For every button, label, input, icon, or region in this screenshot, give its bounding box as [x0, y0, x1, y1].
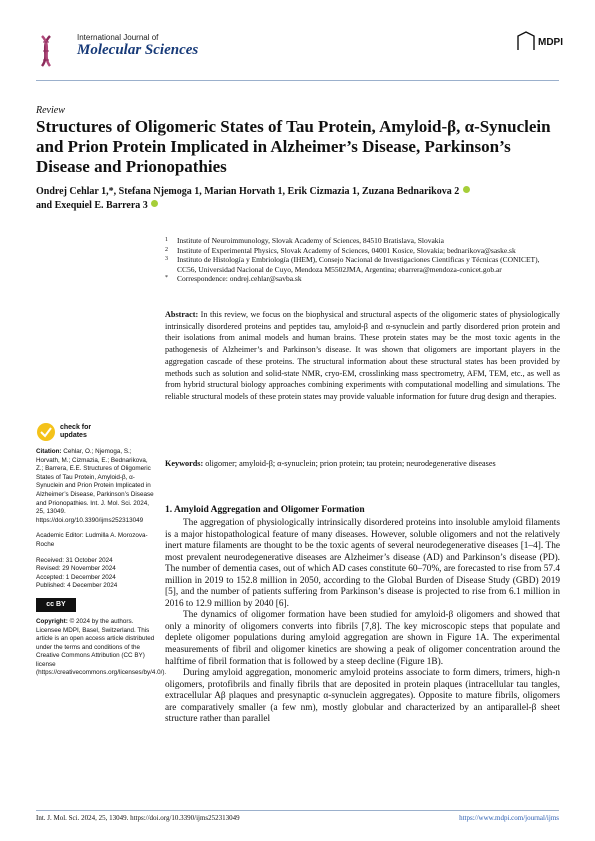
affiliation-text: Institute of Neuroimmunology, Slovak Academy of Sciences, 84510 Bratislava, Slovakia [177, 236, 444, 245]
affiliation-number: 2 [165, 246, 168, 253]
orcid-icon[interactable] [463, 186, 470, 193]
citation-block [36, 448, 156, 525]
footer-journal-link[interactable]: https://www.mdpi.com/journal/ijms [459, 814, 559, 822]
article-title: Structures of Oligomeric States of Tau Protein, Amyloid-β, α-Synuclein and Prion Protein Implicated in Alzheimer’s Disease, Parkinson’s Disease and Prionopathies [36, 117, 551, 176]
accepted-date: Accepted: 1 December 2024 [36, 573, 116, 581]
affiliation-number: 3 [165, 256, 168, 263]
affiliations [165, 236, 560, 284]
affiliation-item [165, 236, 560, 246]
article-type: Review [36, 105, 65, 116]
keywords-label: Keywords: [165, 459, 204, 468]
check-updates-icon [36, 422, 56, 442]
authors-line-1 [36, 185, 556, 199]
paragraph: The dynamics of oligomer formation have been studied for amyloid-β oligomers and showed that only a minority of oligomers converts into fibrils [7,8]. The key microscopic steps that populate and deplete oligomer populations during amyloid aggregation are shown in Figure 1A. The experimental measurements of fibril and oligomer kinetics are showing a peak of oligomer concentration around the halftime of fibril formation that is followed by a steep decline (Figure 1B). [165, 610, 560, 667]
abstract-label: Abstract: [165, 310, 199, 319]
keywords [165, 458, 560, 469]
copyright-text: © 2024 by the authors. Licensee MDPI, Basel, Switzerland. This article is an open access article distributed under the terms and conditions of the Creative Commons Attribution (CC BY) license (https://creativecommons.org/licenses/by/4.0/). [36, 617, 167, 677]
citation-text: Cehlar, O.; Njemoga, S.; Horvath, M.; Cizmazia, E.; Bednarikova, Z.; Barrera, E.E. Structures of Oligomeric States of Tau Protein, Amyloid-β, α-Synuclein and Prion Protein Implicated in Alzheimer’s Disease, Parkinson’s Disease and Prionopathies. Int. J. Mol. Sci. 2024, 25, 13049. https://doi.org/10.3390/ijms252313049 [36, 448, 154, 524]
abstract [165, 309, 560, 403]
citation-label: Citation: [36, 448, 62, 455]
correspondence [165, 274, 560, 284]
keywords-text: oligomer; amyloid-β; α-synuclein; prion protein; tau protein; neurodegenerative diseases [205, 459, 496, 468]
published-date: Published: 4 December 2024 [36, 582, 118, 590]
journal-name-prefix: International Journal of [77, 33, 159, 42]
header-divider [36, 80, 559, 81]
body-text [165, 518, 560, 726]
editor-label: Academic Editor: [36, 532, 84, 540]
copyright-block [36, 617, 167, 678]
abstract-text: In this review, we focus on the biophysical and structural aspects of the oligomeric states of physiologically intrinsically disordered proteins and peptides tau, amyloid-β and α-synuclein and partly disordered prion protein and their isolations from animal models and human brains. These protein states may be the most toxic agents in the pathogenesis of Alzheimer’s and Parkinson’s disease. It was shown that oligomers are important players in the aggregation cascade of these proteins. The structural information about these structural states has been provided by methods such as solution and solid-state NMR, cryo-EM, crosslinking mass spectrometry, AFM, TEM, etc., as well as from hybrid structural biology approaches combining experiments with computational modelling and simulations. The reliable structural models of these protein states may provide valuable information for future drug design and therapies. [165, 310, 560, 401]
affiliation-text: Instituto de Histología y Embriología (IHEM), Consejo Nacional de Investigaciones Científicas y Técnicas (CONICET), CC56, Universidad Nacional de Cuyo, Mendoza M5502JMA, Argentina; ebarrera@mendoza-conicet.gob.ar [177, 255, 540, 274]
check-for-updates-button[interactable] [36, 420, 116, 444]
affiliation-text: Institute of Experimental Physics, Slovak Academy of Sciences, 04001 Kosice, Slovakia; bednarikova@saske.sk [177, 245, 516, 255]
copyright-label: Copyright: [36, 617, 68, 625]
footer-divider [36, 810, 559, 811]
authors-text: and Exequiel E. Barrera 3 [36, 200, 148, 211]
publisher-name: MDPI [538, 37, 563, 48]
check-updates-label: check for updates [60, 424, 92, 439]
authors-text: Ondrej Cehlar 1,*, Stefana Njemoga 1, Marian Horvath 1, Erik Cizmazia 1, Zuzana Bednarikova 2 [36, 186, 460, 197]
revised-date: Revised: 29 November 2024 [36, 565, 116, 573]
editor-name: Ludmilla A. Morozova-Roche [36, 532, 148, 548]
affiliation-item [165, 246, 560, 256]
journal-logo-icon [36, 32, 76, 68]
affiliation-item [165, 255, 560, 274]
affiliation-text: Correspondence: ondrej.cehlar@savba.sk [177, 274, 302, 284]
orcid-icon[interactable] [151, 200, 158, 207]
journal-name: Molecular Sciences [77, 42, 199, 58]
section-heading: 1. Amyloid Aggregation and Oligomer Formation [165, 505, 365, 515]
academic-editor [36, 532, 156, 549]
article-info-sidebar [36, 448, 167, 685]
author-list [36, 185, 556, 213]
received-date: Received: 31 October 2024 [36, 556, 113, 564]
paragraph: During amyloid aggregation, monomeric amyloid proteins associate to form dimers, trimers, high-n oligomers, protofibrils and finally fibrils that are deposited in protein plaques (intracellular tau tangles, extracellular Aβ plaques and presynaptic α-synuclein aggregates). Opposite to mature fibrils, oligomers are comparatively smaller (a few nm), mostly globular and characterized by an antiparallel-β sheet structure rather than parallel [165, 668, 560, 725]
cc-by-license-icon[interactable]: cc BY [36, 598, 76, 612]
dates-block [36, 557, 156, 591]
footer-citation: Int. J. Mol. Sci. 2024, 25, 13049. https://doi.org/10.3390/ijms252313049 [36, 814, 240, 822]
affiliation-number: * [165, 275, 168, 282]
affiliation-number: 1 [165, 237, 168, 243]
mdpi-logo-icon [512, 30, 563, 52]
paragraph: The aggregation of physiologically intrinsically disordered proteins into insoluble amyloid filaments is a major histopathological feature of many diseases. However, soluble oligomers and not the relatively inert mature filaments are thought to be the toxic agents of several neurodegenerative diseases [1–4]. The most prevalent neurodegenerative diseases are Alzheimer’s disease (AD) and Parkinson’s disease (PD). The number of dementia cases, out of which AD cases constitute 60–70%, are forecasted to rise from 57.4 million in 2019 to 152.8 million in 2050, according to the Global Burden of Disease Study (GBD) 2019 [5], and the number of patients suffering from Parkinson’s disease is projected to rise from 6.1 million in 2016 to 12.9 million by 2040 [6]. [165, 518, 560, 609]
authors-line-2 [36, 199, 556, 213]
